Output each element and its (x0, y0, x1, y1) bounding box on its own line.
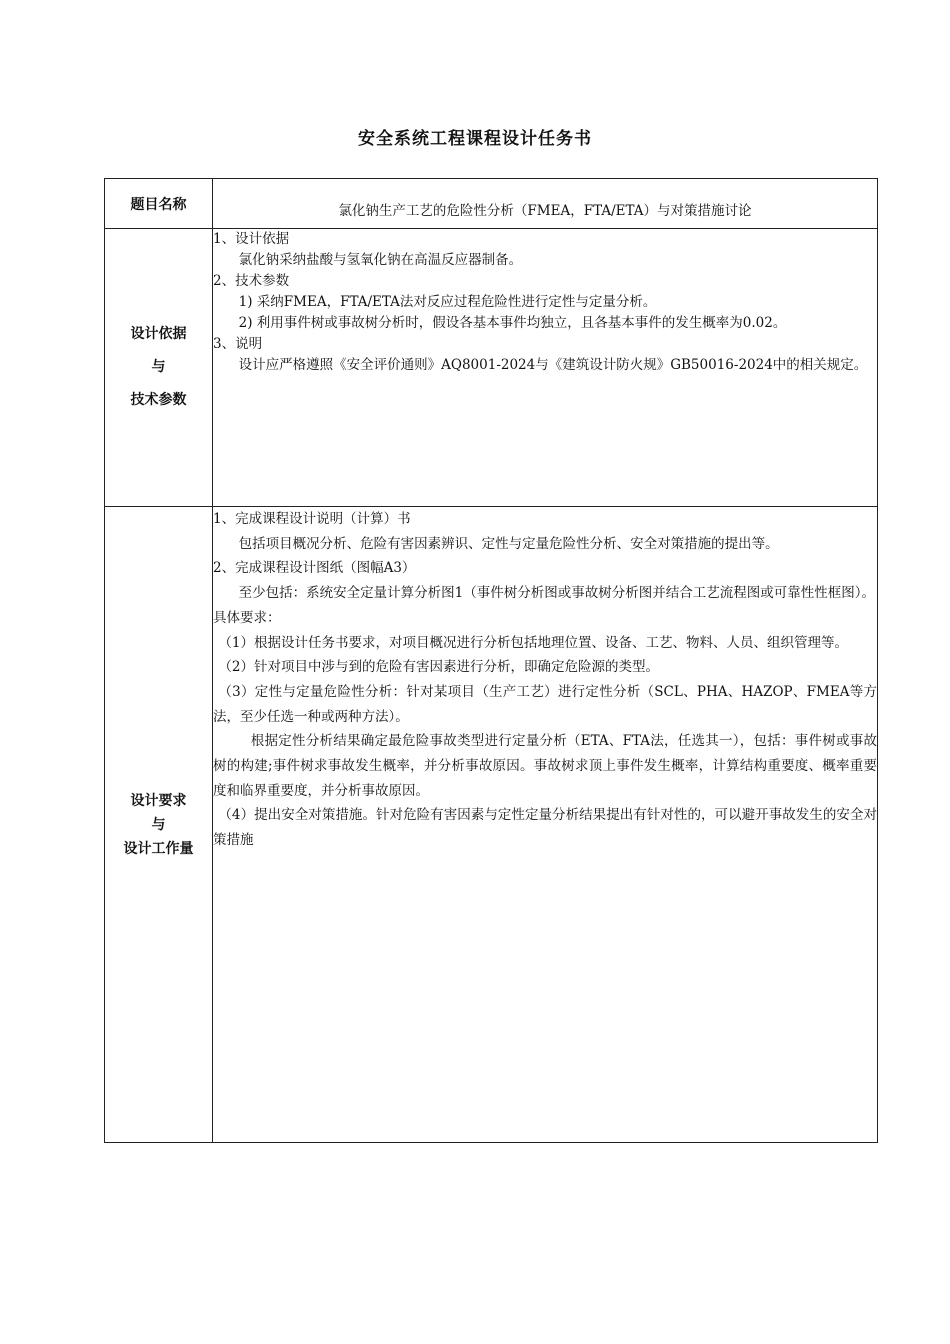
basis-paragraph: 氯化钠采纳盐酸与氢氧化钠在高温反应器制备。 (238, 252, 523, 268)
basis-paragraph: 设计应严格遵照《安全评价通则》AQ8001-2024与《建筑设计防火规》GB50016-2024中的相关规定。 (238, 357, 868, 373)
requirements-item: （4）提出安全对策措施。针对危险有害因素与定性定量分析结果提出有针对性的，可以避开事故发生的安全对策措施 (213, 807, 877, 849)
basis-content (213, 229, 878, 507)
basis-label-line: 技术参数 (130, 392, 187, 408)
basis-heading: 2、技术参数 (213, 273, 290, 289)
topic-label: 题目名称 (105, 179, 213, 229)
basis-heading: 1、设计依据 (213, 231, 290, 247)
requirements-label-line: 设计工作量 (123, 840, 194, 857)
basis-label (105, 229, 213, 507)
requirements-item: （3）定性与定量危险性分析：针对某项目（生产工艺）进行定性分析（SCL、PHA、HAZOP、FMEA等方法，至少任选一种或两种方法）。 (213, 683, 877, 725)
requirements-paragraph: 包括项目概况分析、危险有害因素辨识、定性与定量危险性分析、安全对策措施的提出等。 (238, 535, 779, 552)
basis-paragraph: 2) 利用事件树或事故树分析时，假设各基本事件均独立，且各基本事件的发生概率为0.02。 (238, 315, 787, 331)
requirements-label (105, 507, 213, 1143)
document-title: 安全系统工程课程设计任务书 (358, 129, 592, 149)
requirements-paragraph: 至少包括：系统安全定量计算分析图1（事件树分析图或事故树分析图并结合工艺流程图或可靠性性框图）。 (238, 585, 875, 602)
requirements-label-line: 与 (151, 816, 166, 833)
topic-row (105, 179, 878, 229)
basis-row (105, 229, 878, 507)
requirements-label-line: 设计要求 (130, 792, 187, 809)
requirements-item: （1）根据设计任务书要求，对项目概况进行分析包括地理位置、设备、工艺、物料、人员、组织管理等。 (218, 634, 848, 651)
requirements-item: （2）针对项目中涉与到的危险有害因素进行分析，即确定危险源的类型。 (218, 659, 659, 676)
requirements-paragraph: 根据定性分析结果确定最危险事故类型进行定量分析（ETA、FTA法，任选其一），包括：事件树或事故树的构建;事件树求事故发生概率，并分析事故原因。事故树求顶上事件发生概率，计算结构重要度、概率重要度和临界重要度，并分析事故原因。 (213, 733, 877, 799)
requirements-heading: 2、完成课程设计图纸（图幅A3） (213, 560, 416, 577)
task-table (104, 178, 878, 1143)
requirements-subheading: 具体要求： (213, 609, 281, 626)
basis-label-line: 设计依据 (130, 326, 187, 342)
basis-paragraph: 1) 采纳FMEA，FTA/ETA法对反应过程危险性进行定性与定量分析。 (238, 294, 657, 310)
requirements-content (213, 507, 878, 1143)
requirements-row (105, 507, 878, 1143)
basis-label-line: 与 (151, 359, 166, 375)
requirements-heading: 1、完成课程设计说明（计算）书 (213, 511, 411, 527)
topic-value: 氯化钠生产工艺的危险性分析（FMEA，FTA/ETA）与对策措施讨论 (213, 179, 878, 229)
basis-heading: 3、说明 (213, 336, 263, 352)
